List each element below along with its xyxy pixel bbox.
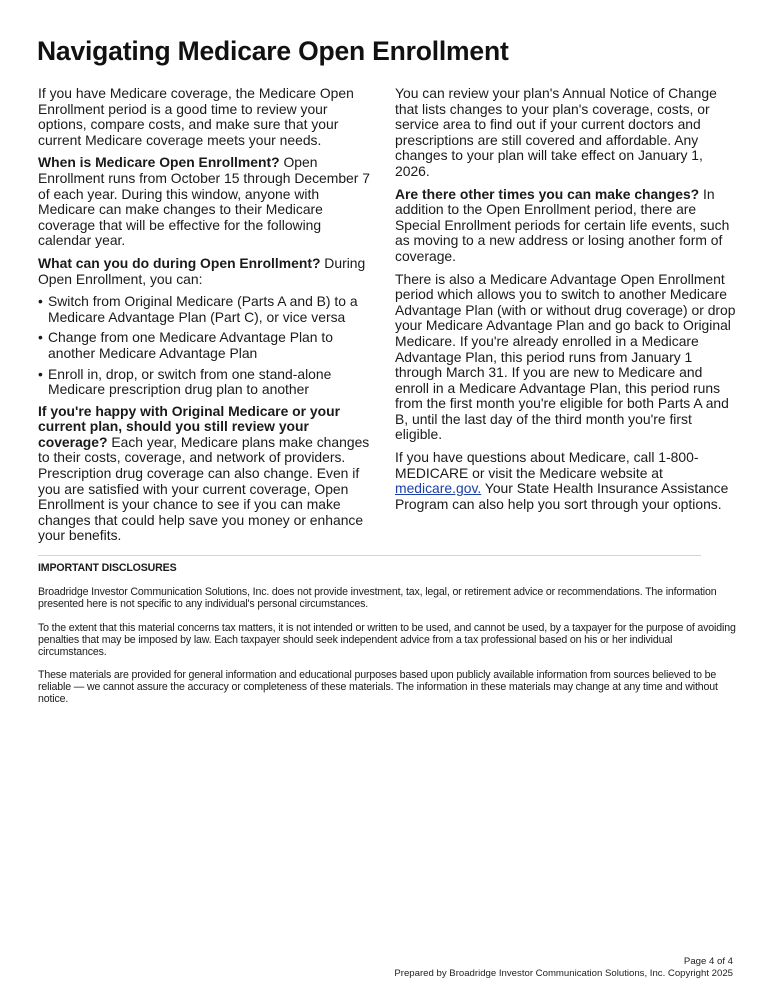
what-paragraph bbox=[38, 256, 378, 287]
bullet-icon: • bbox=[38, 329, 43, 346]
left-column bbox=[38, 86, 378, 551]
when-paragraph bbox=[38, 155, 378, 249]
options-list bbox=[38, 294, 378, 398]
page-title: Navigating Medicare Open Enrollment bbox=[37, 36, 509, 66]
page-footer bbox=[394, 956, 733, 980]
other-times-body: In addition to the Open Enrollment period, there are Special Enrollment periods for certain life events, such as moving to a new address or losing another form of coverage. bbox=[395, 185, 730, 264]
other-times-heading: Are there other times you can make changes? bbox=[395, 185, 700, 202]
disclosures-section bbox=[38, 563, 738, 718]
list-item bbox=[38, 367, 378, 398]
bullet-icon: • bbox=[38, 365, 43, 382]
questions-text: If you have questions about Medicare, call 1-800-MEDICARE or visit the Medicare website at bbox=[395, 449, 699, 481]
disclosure-paragraph: Broadridge Investor Communication Solutions, Inc. does not provide investment, tax, legal, or retirement advice or recommendations. The information presented here is not specific to any individual's personal circumstances. bbox=[38, 585, 717, 610]
list-item bbox=[38, 294, 378, 325]
disclosure-paragraph: These materials are provided for general information and educational purposes based upon publicly available information from sources believed to be reliable — we cannot assure the accuracy or completeness of these materials. The information in these materials may change at any time and without notice. bbox=[38, 669, 718, 706]
what-body: During Open Enrollment, you can: bbox=[38, 254, 366, 287]
page-number: Page 4 of 4 bbox=[683, 956, 733, 967]
happy-heading: If you're happy with Original Medicare or your current plan, should you still review your coverage? bbox=[38, 402, 341, 450]
list-item-text: Change from one Medicare Advantage Plan to another Medicare Advantage Plan bbox=[48, 329, 333, 361]
questions-paragraph bbox=[395, 450, 740, 512]
bullet-icon: • bbox=[38, 293, 43, 310]
happy-paragraph bbox=[38, 404, 378, 544]
ma-oep-paragraph: There is also a Medicare Advantage Open Enrollment period which allows you to switch to another Medicare Advantage Plan (with or without drug coverage) or drop your Medicare Advantage Plan and go back to Original Medicare. If you're already enrolled in a Medicare Advantage Plan, this period runs from January 1 through March 31. If you are new to Medicare and enroll in a Medicare Advantage Plan, this period runs from the first month you're eligible for both Parts A and B, until the last day of the third month you're first eligible. bbox=[395, 270, 736, 443]
happy-body: Each year, Medicare plans make changes to their costs, coverage, and network of providers. Prescription drug coverage can also change. Even if you are satisfied with your current coverage, Open Enrollment is your chance to see if you can make changes that could help save you money or enhance your benefits. bbox=[38, 433, 370, 544]
intro-paragraph: If you have Medicare coverage, the Medicare Open Enrollment period is a good time to review your options, compare costs, and make sure that your current Medicare coverage meets your needs. bbox=[38, 85, 354, 148]
disclosures-heading: IMPORTANT DISCLOSURES bbox=[38, 562, 177, 574]
list-item bbox=[38, 330, 378, 361]
disclosure-paragraph: To the extent that this material concerns tax matters, it is not intended or written to be used, and cannot be used, by a taxpayer for the purpose of avoiding penalties that may be imposed by law. Each taxpayer should seek independent advice from a tax professional based on his or her individual circumstances. bbox=[38, 621, 736, 658]
review-paragraph: You can review your plan's Annual Notice of Change that lists changes to your plan's coverage, costs, or service area to find out if your current doctors and prescriptions are still covered and affordable. Any changes to your plan will take effect on January 1, 2026. bbox=[395, 85, 717, 179]
what-heading: What can you do during Open Enrollment? bbox=[38, 254, 321, 271]
medicare-gov-link[interactable]: medicare.gov. bbox=[395, 480, 482, 497]
questions-text-end: Your State Health Insurance Assistance Program can also help you sort through your options. bbox=[395, 480, 729, 512]
when-heading: When is Medicare Open Enrollment? bbox=[38, 154, 280, 171]
section-divider bbox=[38, 555, 701, 556]
list-item-text: Enroll in, drop, or switch from one stand-alone Medicare prescription drug plan to another bbox=[48, 365, 332, 398]
other-times-paragraph bbox=[395, 187, 740, 265]
list-item-text: Switch from Original Medicare (Parts A and B) to a Medicare Advantage Plan (Part C), or vice versa bbox=[48, 293, 358, 325]
copyright-notice: Prepared by Broadridge Investor Communication Solutions, Inc. Copyright 2025 bbox=[394, 968, 733, 979]
right-column bbox=[395, 86, 740, 519]
when-body: Open Enrollment runs from October 15 through December 7 of each year. During this window, anyone with Medicare can make changes to their Medicare coverage that will be effective for the following calendar year. bbox=[38, 154, 370, 249]
